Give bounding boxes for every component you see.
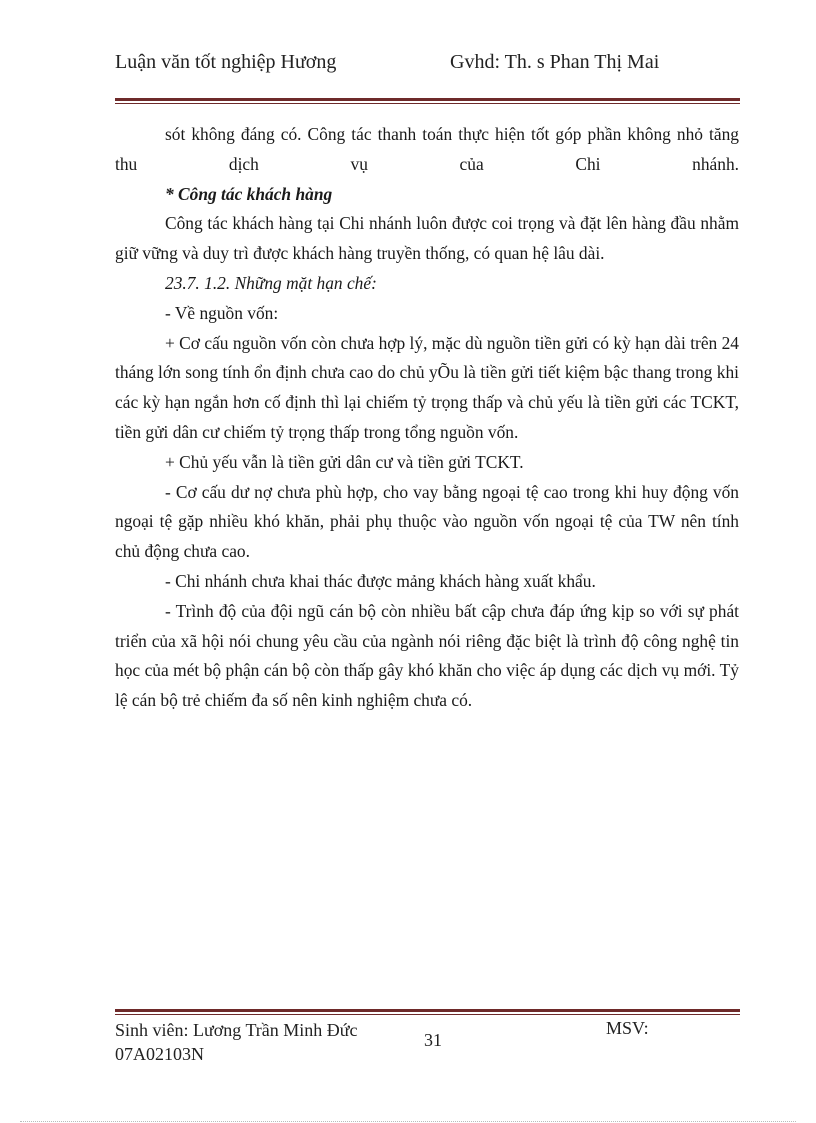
paragraph-customers: Công tác khách hàng tại Chi nhánh luôn được coi trọng và đặt lên hàng đầu nhằm giữ vững và duy trì được khách hàng truyền thống, có quan hệ lâu dài. <box>115 213 739 264</box>
footer-rule-thick <box>115 1009 740 1012</box>
footer-student-id: MSV: <box>606 1018 649 1038</box>
section-heading-customers: * Công tác khách hàng <box>165 183 333 204</box>
paragraph-capital-structure: + Cơ cấu nguồn vốn còn chưa hợp lý, mặc dù nguồn tiền gửi có kỳ hạn dài trên 24 tháng lớn song tính ổn định chưa cao do chủ yÕu là tiền gửi tiết kiệm bậc thang trong khi các kỳ hạn ngắn hơn cố định thì lại chiếm tỷ trọng thấp và chủ yếu là tiền gửi các TCKT, tiền gửi dân cư chiếm tỷ trọng thấp trong tổng nguồn vốn. <box>115 332 739 442</box>
subsection-heading-limitations: 23.7. 1.2. Những mặt hạn chế: <box>165 272 377 293</box>
paragraph-capital-heading: - Về nguồn vốn: <box>165 302 279 323</box>
footer-student: Sinh viên: Lương Trần Minh Đức 07A02103N <box>115 1020 358 1064</box>
page-body <box>115 120 739 716</box>
header-title: Luận văn tốt nghiệp Hương <box>115 51 337 73</box>
page-number: 31 <box>424 1030 442 1050</box>
header-rule-thick <box>115 98 740 101</box>
footer-rule-thin <box>115 1014 740 1015</box>
paragraph-staff: - Trình độ của đội ngũ cán bộ còn nhiều bất cập chưa đáp ứng kịp so với sự phát triển của xã hội nói chung yêu cầu của ngành nói riêng đặc biệt là trình độ công nghệ tin học của mét bộ phận cán bộ còn thấp gây khó khăn cho việc áp dụng các dịch vụ mới. Tỷ lệ cán bộ trẻ chiếm đa số nên kinh nghiệm chưa có. <box>115 600 739 711</box>
paragraph-export-customers: - Chi nhánh chưa khai thác được mảng khách hàng xuất khẩu. <box>165 570 596 591</box>
header-rule-thin <box>115 103 740 104</box>
page-edge-divider <box>20 1121 796 1122</box>
paragraph-deposits: + Chủ yếu vẫn là tiền gửi dân cư và tiền gửi TCKT. <box>165 451 524 472</box>
header-advisor: Gvhd: Th. s Phan Thị Mai <box>450 51 660 73</box>
paragraph-1: sót không đáng có. Công tác thanh toán thực hiện tốt góp phần không nhỏ tăng thu dịch vụ của Chi nhánh. <box>115 124 739 174</box>
paragraph-loan-structure: - Cơ cấu dư nợ chưa phù hợp, cho vay bằng ngoại tệ cao trong khi huy động vốn ngoại tệ gặp nhiều khó khăn, phải phụ thuộc vào nguồn vốn ngoại tệ của TW nên tính chủ động chưa cao. <box>115 481 739 562</box>
